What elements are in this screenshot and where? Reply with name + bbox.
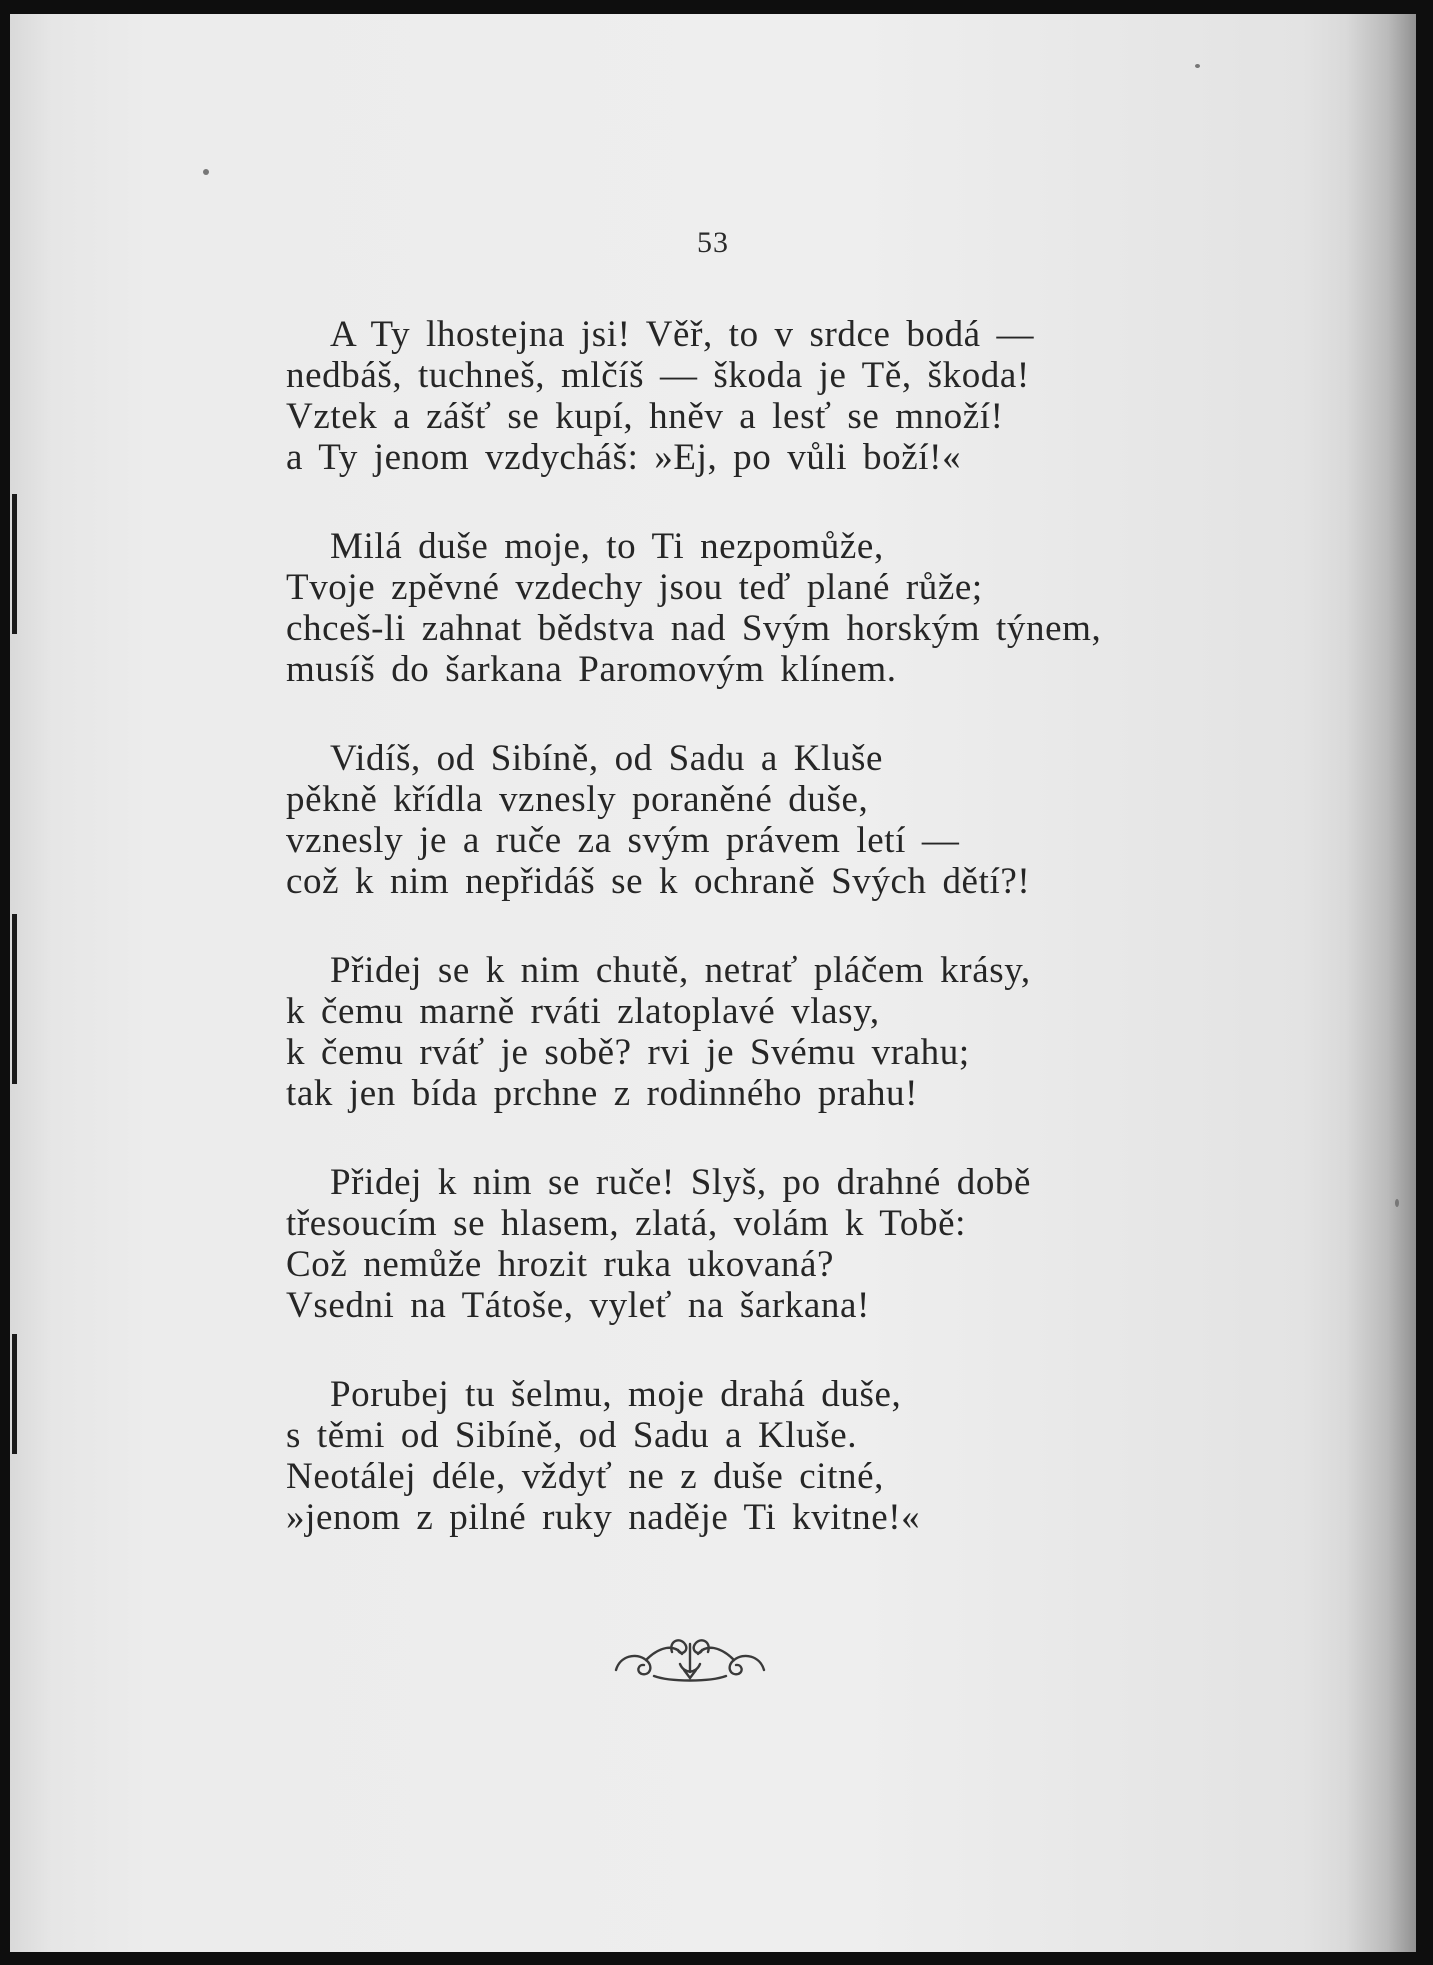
binding-edge-mark xyxy=(12,494,17,634)
floral-ornament-icon xyxy=(610,1630,770,1690)
poem-line: k čemu rváť je sobě? rvi je Svému vrahu; xyxy=(286,1032,970,1073)
poem-line: »jenom z pilné ruky naděje Ti kvitne!« xyxy=(286,1497,921,1538)
page-edge-shadow xyxy=(1346,14,1416,1952)
poem-line: a Ty jenom vzdycháš: »Ej, po vůli boží!« xyxy=(286,437,962,478)
poem-line: pěkně křídla vznesly poraněné duše, xyxy=(286,779,869,820)
dust-speck xyxy=(1395,1199,1399,1207)
binding-edge-mark xyxy=(12,1334,17,1454)
poem-line: Tvoje zpěvné vzdechy jsou teď plané růže; xyxy=(286,567,983,608)
poem-line: k čemu marně rváti zlatoplavé vlasy, xyxy=(286,991,880,1032)
binding-edge-mark xyxy=(12,914,17,1084)
poem-line: chceš-li zahnat bědstva nad Svým horským týnem, xyxy=(286,608,1102,649)
page-number: 53 xyxy=(697,226,729,259)
poem-line: Vsedni na Tátoše, vyleť na šarkana! xyxy=(286,1285,870,1326)
stanza xyxy=(286,526,1246,690)
poem-line: nedbáš, tuchneš, mlčíš — škoda je Tě, škoda! xyxy=(286,355,1030,396)
poem-line: Porubej tu šelmu, moje drahá duše, xyxy=(330,1374,902,1415)
book-page xyxy=(10,14,1416,1952)
poem xyxy=(286,314,1246,1586)
poem-line: což k nim nepřidáš se k ochraně Svých dětí?! xyxy=(286,861,1031,902)
poem-line: Vidíš, od Sibíně, od Sadu a Kluše xyxy=(330,738,884,779)
poem-line: Což nemůže hrozit ruka ukovaná? xyxy=(286,1244,835,1285)
poem-line: Přidej se k nim chutě, netrať pláčem krásy, xyxy=(330,950,1031,991)
dust-speck xyxy=(203,169,209,175)
stanza xyxy=(286,1162,1246,1326)
poem-line: tak jen bída prchne z rodinného prahu! xyxy=(286,1073,919,1114)
poem-line: třesoucím se hlasem, zlatá, volám k Tobě: xyxy=(286,1203,966,1244)
poem-line: A Ty lhostejna jsi! Věř, to v srdce bodá — xyxy=(330,314,1035,355)
poem-line: s těmi od Sibíně, od Sadu a Kluše. xyxy=(286,1415,858,1456)
poem-line: Přidej k nim se ruče! Slyš, po drahné době xyxy=(330,1162,1032,1203)
stanza xyxy=(286,314,1246,478)
poem-line: Vztek a zášť se kupí, hněv a lesť se množí! xyxy=(286,396,1004,437)
poem-line: Neotálej déle, vždyť ne z duše citné, xyxy=(286,1456,884,1497)
stanza xyxy=(286,738,1246,902)
poem-line: vznesly je a ruče za svým právem letí — xyxy=(286,820,960,861)
poem-line: Milá duše moje, to Ti nezpomůže, xyxy=(330,526,884,567)
poem-line: musíš do šarkana Paromovým klínem. xyxy=(286,649,897,690)
stanza xyxy=(286,1374,1246,1538)
stanza xyxy=(286,950,1246,1114)
dust-speck xyxy=(1195,64,1200,68)
